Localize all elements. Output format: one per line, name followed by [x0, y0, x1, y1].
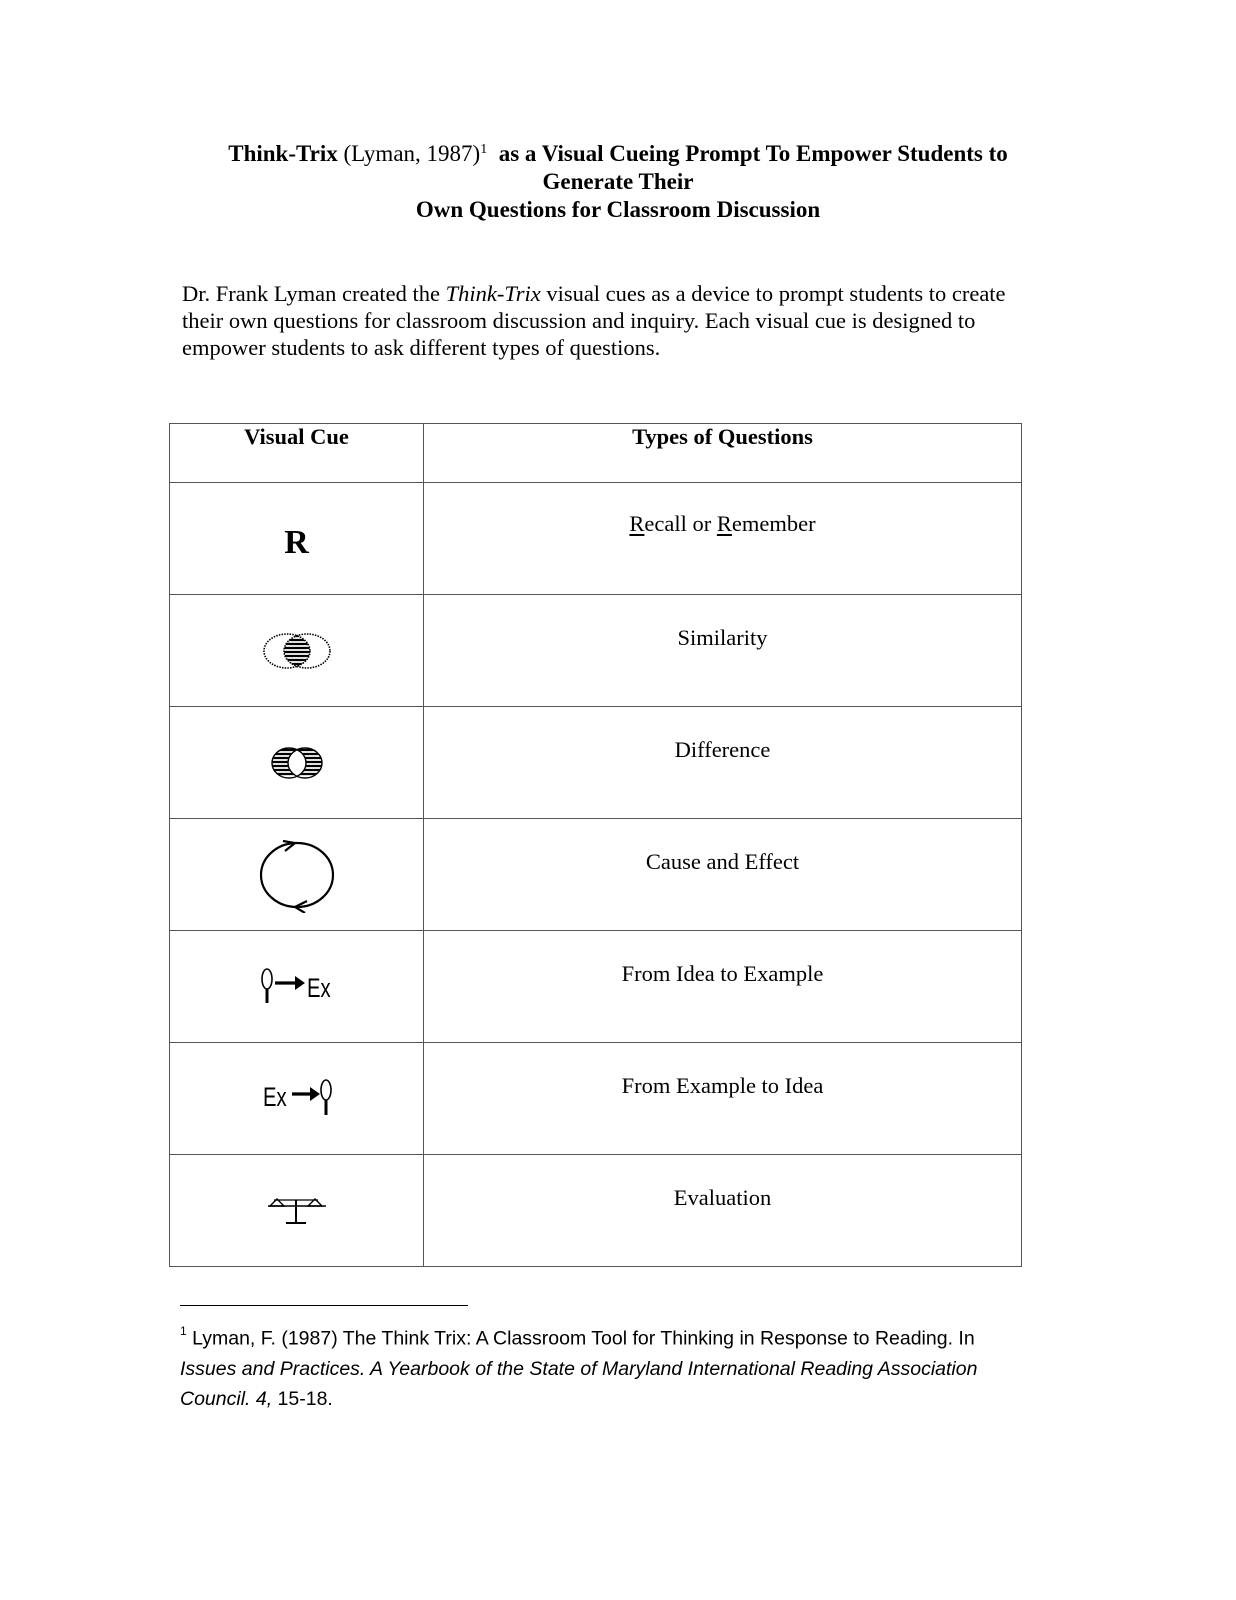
intro-paragraph — [182, 280, 1042, 361]
cue-cell — [170, 1043, 424, 1155]
similarity-overlap-icon — [261, 629, 333, 673]
think-trix-table — [169, 423, 1022, 1267]
footnote-italic: Issues and Practices. A Yearbook of the State of Maryland International Reading Association Council. 4, — [180, 1357, 978, 1410]
cue-cell — [170, 483, 424, 595]
idea-to-example-icon — [259, 965, 307, 1009]
footnote-divider — [180, 1305, 468, 1306]
question-cell — [424, 931, 1022, 1043]
recall-letter-icon: R — [284, 523, 309, 561]
question-cause-effect: Cause and Effect — [645, 849, 800, 874]
table-header-row — [170, 424, 1022, 483]
question-cell — [424, 819, 1022, 931]
question-difference: Difference — [674, 737, 771, 762]
header-types-of-questions: Types of Questions — [424, 424, 1022, 483]
question-cell — [424, 483, 1022, 595]
question-cell — [424, 595, 1022, 707]
cause-effect-cycle-icon — [255, 837, 339, 913]
title-line-2: Generate Their — [542, 169, 694, 194]
title-think-trix: Think-Trix — [228, 141, 338, 166]
cue-cell — [170, 707, 424, 819]
example-label: Ex — [262, 1082, 287, 1112]
title-footnote-mark[interactable]: 1 — [480, 142, 488, 157]
footnote-mark: 1 — [180, 1324, 187, 1338]
title-citation: (Lyman, 1987) — [343, 141, 481, 166]
table-row — [170, 1155, 1022, 1267]
intro-text-1: Dr. Frank Lyman created the — [182, 281, 446, 306]
example-label: Ex — [306, 973, 331, 1003]
cue-cell — [170, 595, 424, 707]
table-row — [170, 483, 1022, 595]
table-row — [170, 1043, 1022, 1155]
table-row — [170, 595, 1022, 707]
title-line-3: Own Questions for Classroom Discussion — [415, 197, 821, 222]
question-cell — [424, 1155, 1022, 1267]
example-to-idea-icon — [288, 1077, 334, 1121]
table-row — [170, 819, 1022, 931]
table-row — [170, 707, 1022, 819]
question-cell — [424, 707, 1022, 819]
title-line-1 — [160, 140, 1076, 168]
question-idea-to-example: From Idea to Example — [621, 961, 824, 986]
document-title — [160, 140, 1076, 224]
cue-cell — [170, 931, 424, 1043]
question-similarity: Similarity — [677, 625, 768, 650]
footnote — [180, 1318, 1040, 1414]
question-recall: Recall or Remember — [629, 511, 816, 536]
footnote-text-1: Lyman, F. (1987) The Think Trix: A Classroom Tool for Thinking in Response to Reading. In — [186, 1327, 975, 1350]
question-cell — [424, 1043, 1022, 1155]
table-row — [170, 931, 1022, 1043]
cue-cell — [170, 819, 424, 931]
question-evaluation: Evaluation — [673, 1185, 772, 1210]
intro-think-trix: Think-Trix — [445, 281, 541, 306]
title-rest: as a Visual Cueing Prompt To Empower Students to — [498, 141, 1008, 166]
intro-text-2: visual cues as a device to prompt students to create their own questions for classroom discussion and inquiry. Each visual cue is designed to empower students to ask different types of questions. — [182, 281, 1006, 360]
cue-cell — [170, 1155, 424, 1267]
header-visual-cue: Visual Cue — [170, 424, 424, 483]
evaluation-scale-icon — [266, 1196, 328, 1226]
question-example-to-idea: From Example to Idea — [621, 1073, 824, 1098]
difference-overlap-icon — [269, 745, 325, 781]
footnote-text-2: 15-18. — [272, 1387, 333, 1410]
